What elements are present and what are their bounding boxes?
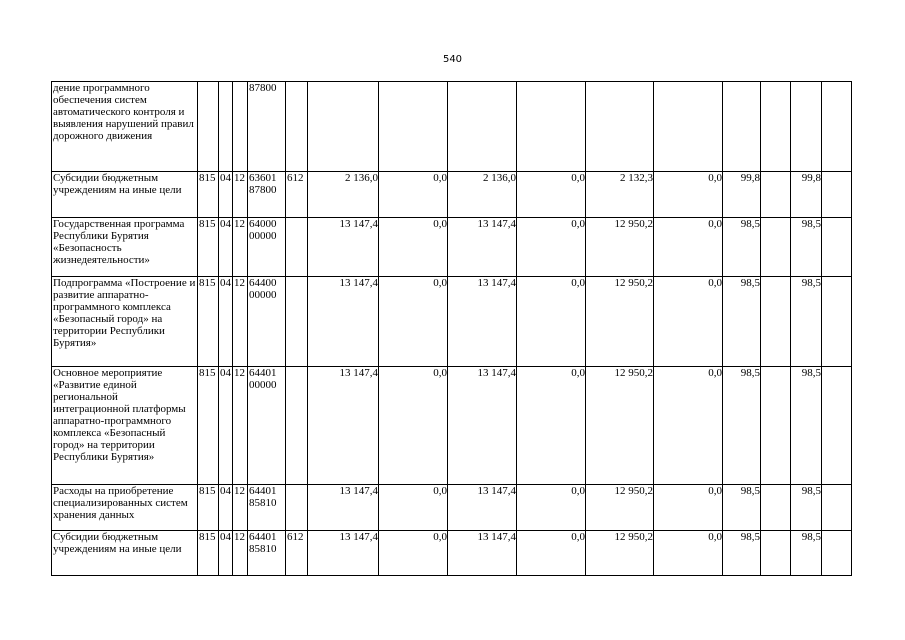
table-row: [52, 82, 852, 172]
row-value-4: 0,0: [517, 367, 586, 485]
row-expense-type-code: [286, 485, 308, 531]
row-ved-code: 815: [198, 485, 219, 531]
empty-cell: [761, 367, 791, 485]
budget-table: [51, 81, 852, 576]
row-subsection-code: 12: [233, 367, 248, 485]
row-target-code: 64400 00000: [248, 277, 286, 367]
row-value-6: 0,0: [654, 367, 723, 485]
row-value-2: 0,0: [379, 172, 448, 218]
row-value-5: 12 950,2: [586, 218, 654, 277]
table-row: [52, 277, 852, 367]
row-percent-2: 99,8: [791, 172, 822, 218]
row-value-1: 13 147,4: [308, 531, 379, 576]
row-value-2: 0,0: [379, 367, 448, 485]
row-target-code: 64401 85810: [248, 485, 286, 531]
row-expense-type-code: [286, 367, 308, 485]
row-percent-2: 98,5: [791, 531, 822, 576]
row-percent-2: 98,5: [791, 277, 822, 367]
row-expense-type-code: 612: [286, 172, 308, 218]
row-section-code: 04: [219, 172, 233, 218]
row-percent-1: 98,5: [723, 485, 761, 531]
row-section-code: 04: [219, 218, 233, 277]
table-row: [52, 367, 852, 485]
row-expense-type-code: [286, 277, 308, 367]
row-name: дение программного обеспечения систем автоматического контроля и выявления нарушений правил дорожного движения: [52, 82, 198, 172]
empty-cell: [822, 82, 852, 172]
row-value-1: [308, 82, 379, 172]
row-subsection-code: 12: [233, 218, 248, 277]
row-value-5: 12 950,2: [586, 367, 654, 485]
row-name: Государственная программа Республики Бурятия «Безопасность жизнедеятельности»: [52, 218, 198, 277]
row-ved-code: 815: [198, 531, 219, 576]
empty-cell: [822, 531, 852, 576]
row-value-2: 0,0: [379, 485, 448, 531]
row-expense-type-code: [286, 82, 308, 172]
empty-cell: [822, 277, 852, 367]
row-ved-code: 815: [198, 218, 219, 277]
row-percent-1: 98,5: [723, 277, 761, 367]
empty-cell: [822, 172, 852, 218]
row-ved-code: 815: [198, 277, 219, 367]
row-value-3: [448, 82, 517, 172]
row-value-4: [517, 82, 586, 172]
row-value-1: 13 147,4: [308, 485, 379, 531]
row-subsection-code: 12: [233, 531, 248, 576]
row-section-code: 04: [219, 277, 233, 367]
table-row: [52, 172, 852, 218]
row-percent-2: 98,5: [791, 485, 822, 531]
row-expense-type-code: 612: [286, 531, 308, 576]
empty-cell: [761, 218, 791, 277]
row-value-4: 0,0: [517, 531, 586, 576]
row-percent-1: 98,5: [723, 531, 761, 576]
row-percent-1: 99,8: [723, 172, 761, 218]
row-value-1: 13 147,4: [308, 277, 379, 367]
empty-cell: [822, 218, 852, 277]
row-value-4: 0,0: [517, 485, 586, 531]
row-subsection-code: [233, 82, 248, 172]
row-ved-code: 815: [198, 367, 219, 485]
row-name: Основное мероприятие «Развитие единой региональной интеграционной платформы аппаратно-программного комплекса «Безопасный город» на территории Республики Бурятия»: [52, 367, 198, 485]
row-value-4: 0,0: [517, 277, 586, 367]
row-percent-1: 98,5: [723, 367, 761, 485]
row-value-5: 12 950,2: [586, 531, 654, 576]
empty-cell: [822, 485, 852, 531]
empty-cell: [761, 82, 791, 172]
row-target-code: 64401 85810: [248, 531, 286, 576]
row-value-3: 13 147,4: [448, 485, 517, 531]
row-ved-code: [198, 82, 219, 172]
table-row: [52, 218, 852, 277]
row-value-2: 0,0: [379, 218, 448, 277]
row-value-1: 13 147,4: [308, 218, 379, 277]
empty-cell: [822, 367, 852, 485]
empty-cell: [761, 531, 791, 576]
row-value-5: 12 950,2: [586, 485, 654, 531]
table-body: [52, 82, 852, 576]
row-target-code: 64401 00000: [248, 367, 286, 485]
row-value-6: 0,0: [654, 172, 723, 218]
row-value-2: 0,0: [379, 531, 448, 576]
row-value-6: [654, 82, 723, 172]
page-number: 540: [442, 54, 463, 65]
row-name: Подпрограмма «Построение и развитие аппаратно-программного комплекса «Безопасный город» на территории Республики Бурятия»: [52, 277, 198, 367]
row-value-2: 0,0: [379, 277, 448, 367]
row-section-code: 04: [219, 367, 233, 485]
row-value-3: 13 147,4: [448, 277, 517, 367]
empty-cell: [761, 172, 791, 218]
row-percent-2: [791, 82, 822, 172]
row-section-code: [219, 82, 233, 172]
row-name: Расходы на приобретение специализированных систем хранения данных: [52, 485, 198, 531]
table-row: [52, 485, 852, 531]
row-value-4: 0,0: [517, 172, 586, 218]
row-expense-type-code: [286, 218, 308, 277]
row-value-1: 13 147,4: [308, 367, 379, 485]
row-value-6: 0,0: [654, 277, 723, 367]
row-subsection-code: 12: [233, 485, 248, 531]
row-value-5: 2 132,3: [586, 172, 654, 218]
row-ved-code: 815: [198, 172, 219, 218]
row-value-2: [379, 82, 448, 172]
row-percent-2: 98,5: [791, 367, 822, 485]
row-percent-1: 98,5: [723, 218, 761, 277]
row-value-6: 0,0: [654, 485, 723, 531]
row-value-3: 13 147,4: [448, 367, 517, 485]
row-section-code: 04: [219, 531, 233, 576]
row-value-3: 13 147,4: [448, 218, 517, 277]
row-value-4: 0,0: [517, 218, 586, 277]
row-name: Субсидии бюджетным учреждениям на иные цели: [52, 531, 198, 576]
row-value-3: 13 147,4: [448, 531, 517, 576]
row-percent-2: 98,5: [791, 218, 822, 277]
row-target-code: 64000 00000: [248, 218, 286, 277]
row-target-code: 63601 87800: [248, 172, 286, 218]
row-name: Субсидии бюджетным учреждениям на иные цели: [52, 172, 198, 218]
row-value-3: 2 136,0: [448, 172, 517, 218]
row-value-1: 2 136,0: [308, 172, 379, 218]
row-value-6: 0,0: [654, 531, 723, 576]
row-value-6: 0,0: [654, 218, 723, 277]
table-row: [52, 531, 852, 576]
empty-cell: [761, 485, 791, 531]
empty-cell: [761, 277, 791, 367]
row-section-code: 04: [219, 485, 233, 531]
row-value-5: [586, 82, 654, 172]
row-subsection-code: 12: [233, 277, 248, 367]
row-subsection-code: 12: [233, 172, 248, 218]
row-value-5: 12 950,2: [586, 277, 654, 367]
row-percent-1: [723, 82, 761, 172]
row-target-code: 87800: [248, 82, 286, 172]
